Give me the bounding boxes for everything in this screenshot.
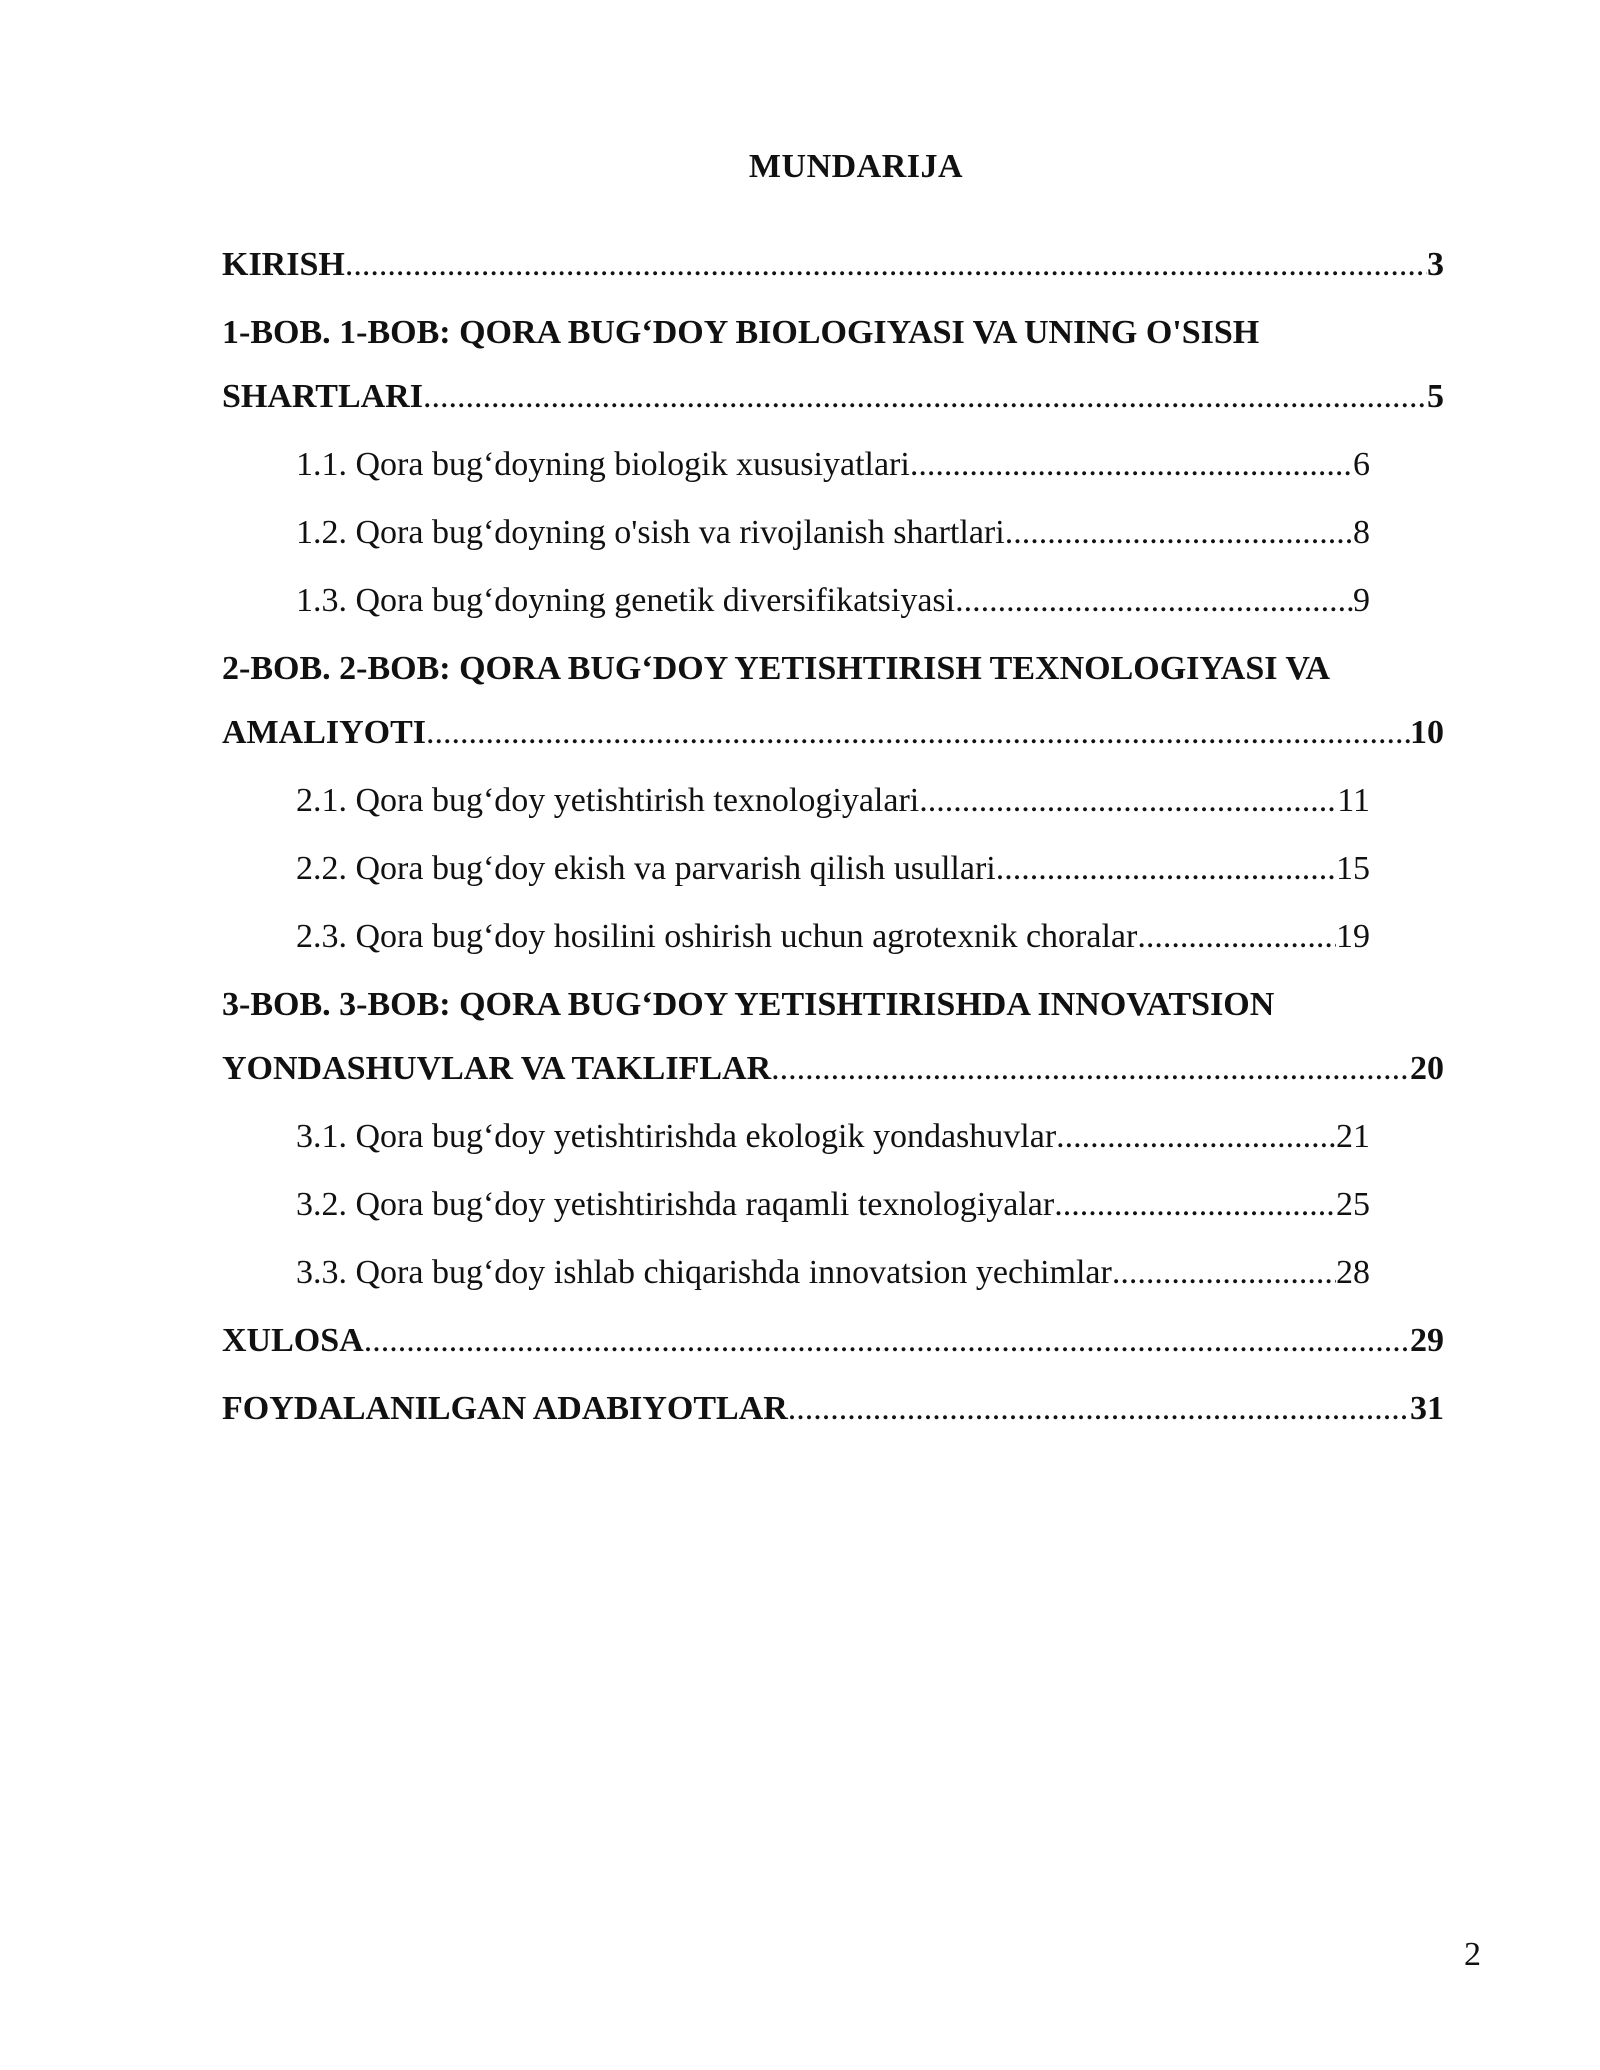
toc-entry-title: XULOSA [222,1322,364,1359]
dot-leader [423,365,1427,429]
dot-leader [1054,1173,1336,1237]
page-number: 2 [1464,1936,1481,1973]
toc-entry-title: SHARTLARI [222,378,423,415]
toc-entry-1-3[interactable] [296,569,1370,637]
toc-entry-title-line1: 3-BOB. 3-BOB: QORA BUG‘DOY YETISHTIRISHDA INNOVATSION [222,986,1275,1023]
toc-entry-title: 3.3. Qora bug‘doy ishlab chiqarishda innovatsion yechimlar [296,1254,1112,1291]
toc-entry-chapter-1[interactable] [222,301,1444,433]
dot-leader [364,1309,1410,1373]
page-title: MUNDARIJA [748,148,964,185]
dot-leader [1137,905,1336,969]
toc-entry-title: AMALIYOTI [222,714,427,751]
toc-entry-title-line1: 1-BOB. 1-BOB: QORA BUG‘DOY BIOLOGIYASI VA UNING O'SISH [222,314,1260,351]
toc-entry-3-1[interactable] [296,1105,1370,1173]
toc-entry-2-3[interactable] [296,905,1370,973]
toc-entry-title: 3.1. Qora bug‘doy yetishtirishda ekologik yondashuvlar [296,1118,1057,1155]
toc-entry-chapter-2[interactable] [222,637,1444,769]
dot-leader [1112,1241,1336,1305]
toc-entry-page: 20 [1410,1050,1444,1087]
toc-entry-kirish[interactable] [222,233,1444,301]
toc-entry-2-2[interactable] [296,837,1370,905]
toc-entry-title: 2.1. Qora bug‘doy yetishtirish texnologiyalari [296,782,920,819]
toc-entry-page: 15 [1336,850,1370,887]
toc-entry-page: 6 [1353,446,1370,483]
dot-leader [426,701,1410,765]
toc-entry-page: 19 [1336,918,1370,955]
toc-entry-title: 1.3. Qora bug‘doyning genetik diversifikatsiyasi [296,582,956,619]
toc-entry-page: 11 [1337,782,1370,819]
dot-leader [996,837,1336,901]
toc-entry-xulosa[interactable] [222,1309,1444,1377]
toc-entry-2-1[interactable] [296,769,1370,837]
table-of-contents [222,233,1444,1445]
toc-entry-title: 3.2. Qora bug‘doy yetishtirishda raqamli texnologiyalar [296,1186,1055,1223]
toc-entry-page: 29 [1410,1322,1444,1359]
toc-entry-page: 8 [1353,514,1370,551]
dot-leader [910,433,1353,497]
dot-leader [919,769,1337,833]
toc-entry-page: 28 [1336,1254,1370,1291]
dot-leader [955,569,1353,633]
toc-entry-title: 1.2. Qora bug‘doyning o'sish va rivojlanish shartlari [296,514,1005,551]
toc-entry-title: 2.3. Qora bug‘doy hosilini oshirish uchun agrotexnik choralar [296,918,1138,955]
toc-entry-page: 31 [1410,1390,1444,1427]
toc-entry-page: 9 [1353,582,1370,619]
toc-entry-title: YONDASHUVLAR VA TAKLIFLAR [222,1050,772,1087]
toc-entry-chapter-3[interactable] [222,973,1444,1105]
dot-leader [1056,1105,1336,1169]
toc-entry-page: 5 [1427,378,1444,415]
toc-entry-title: 2.2. Qora bug‘doy ekish va parvarish qilish usullari [296,850,996,887]
toc-entry-page: 10 [1410,714,1444,751]
dot-leader [788,1377,1410,1441]
toc-entry-1-1[interactable] [296,433,1370,501]
toc-entry-page: 25 [1336,1186,1370,1223]
dot-leader [771,1037,1410,1101]
toc-entry-page: 3 [1427,246,1444,283]
toc-entry-title: FOYDALANILGAN ADABIYOTLAR [222,1390,788,1427]
dot-leader [345,233,1427,297]
toc-entry-3-2[interactable] [296,1173,1370,1241]
toc-entry-1-2[interactable] [296,501,1370,569]
toc-entry-title: 1.1. Qora bug‘doyning biologik xususiyatlari [296,446,910,483]
toc-entry-title: KIRISH [222,246,345,283]
dot-leader [1005,501,1353,565]
toc-entry-3-3[interactable] [296,1241,1370,1309]
toc-entry-page: 21 [1336,1118,1370,1155]
toc-entry-adabiyotlar[interactable] [222,1377,1444,1445]
toc-entry-title-line1: 2-BOB. 2-BOB: QORA BUG‘DOY YETISHTIRISH TEXNOLOGIYASI VA [222,650,1331,687]
